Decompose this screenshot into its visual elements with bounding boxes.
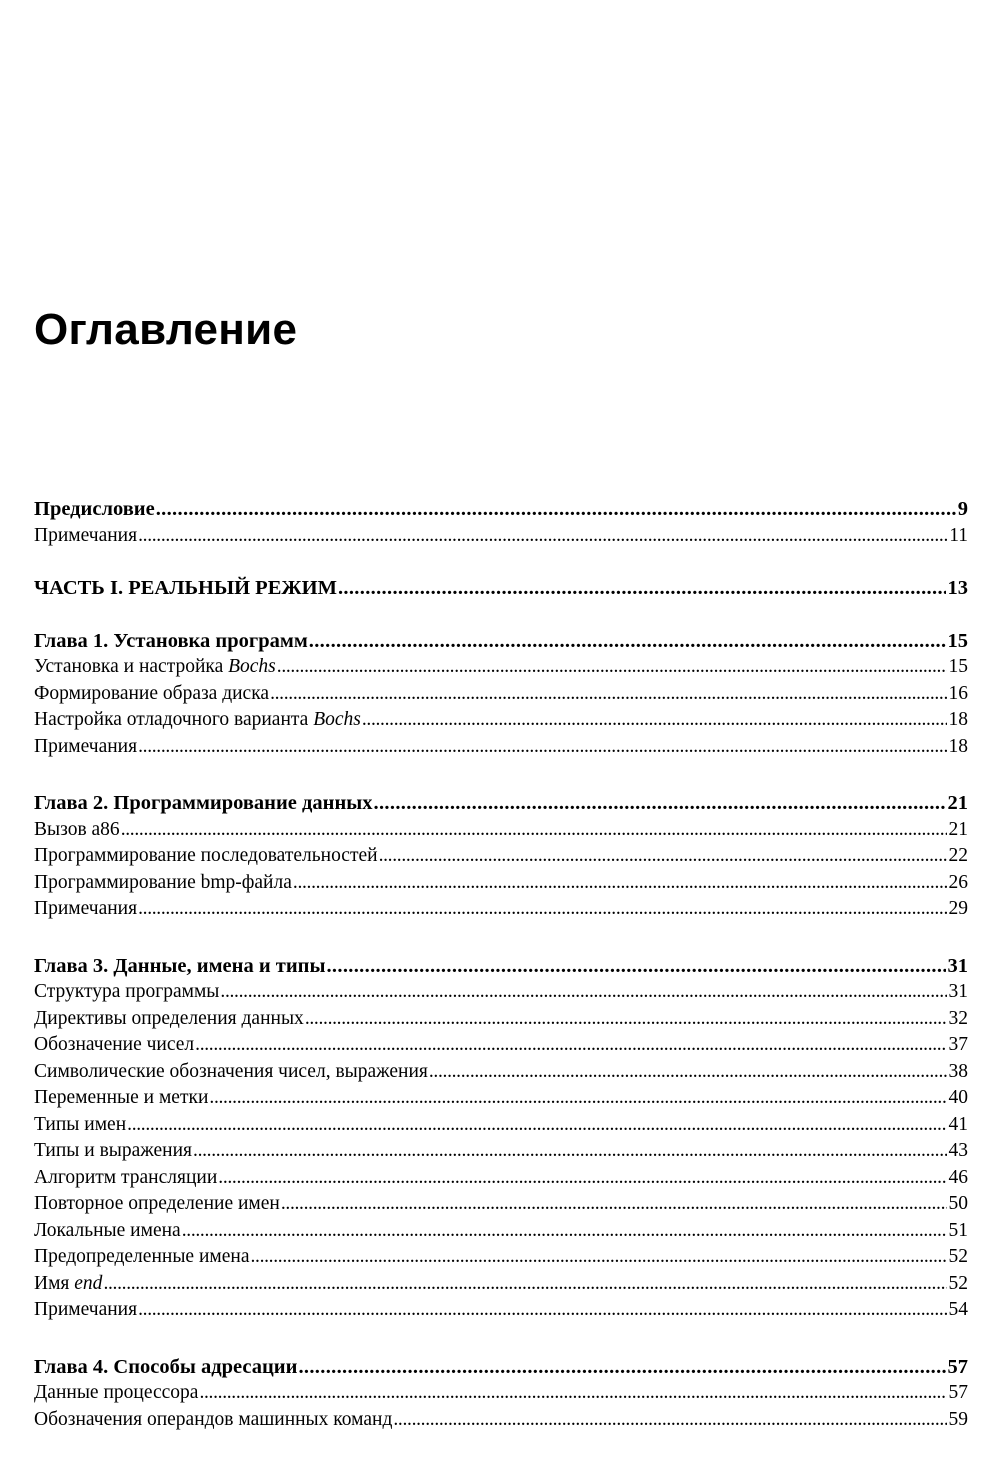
toc-item[interactable] [34,1407,968,1434]
toc-page-number: 18 [948,709,968,730]
toc-item-label [34,707,361,734]
table-of-contents [34,496,968,1433]
dot-leader [208,1085,946,1112]
toc-page-number: 21 [948,818,968,840]
dot-leader [137,1297,946,1324]
toc-heading-chapter-3[interactable] [34,953,968,980]
toc-item[interactable] [34,734,968,761]
dot-leader [276,654,947,681]
toc-page-number: 18 [948,735,968,757]
toc-page-number: 57 [947,1355,968,1378]
dot-leader [126,1112,946,1139]
toc-heading-chapter-1[interactable] [34,628,968,655]
toc-page-number: 46 [948,1166,968,1188]
toc-item-label: Примечания [34,735,138,757]
toc-item[interactable] [34,523,968,550]
toc-item-emphasis: Bochs [228,656,276,677]
toc-page-number: 52 [948,1272,968,1294]
dot-leader [198,1380,946,1407]
toc-item-label: Структура программы [34,981,220,1002]
toc-heading-label: Глава 1. Установка программ [34,629,308,652]
toc-page-number: 57 [948,1382,968,1403]
toc-page-number: 54 [948,1299,968,1320]
page-title: Оглавление [34,305,298,354]
dot-leader [373,790,946,817]
dot-leader [137,523,947,550]
toc-item[interactable] [34,870,968,897]
dot-leader [304,1006,947,1033]
toc-item[interactable] [34,681,968,708]
toc-item-label: Формирование образа диска [34,682,270,704]
section-spacer [34,1324,968,1354]
dot-leader [292,870,947,897]
toc-item[interactable] [34,1191,968,1218]
toc-page-number: 41 [948,1113,968,1135]
toc-item-label: Алгоритм трансляции [34,1166,218,1188]
toc-item-label: Примечания [34,524,138,546]
toc-page-number: 31 [947,954,968,977]
toc-page-number: 40 [948,1087,968,1108]
toc-item[interactable] [34,843,968,870]
toc-heading-label: Предисловие [34,498,155,520]
toc-page-number: 31 [948,981,968,1002]
toc-item[interactable] [34,1112,968,1139]
toc-item-emphasis: Bochs [313,709,361,730]
toc-page-number: 22 [948,845,968,866]
toc-page-number: 37 [948,1034,968,1055]
toc-heading-chapter-4[interactable] [34,1354,968,1381]
toc-item-label: Локальные имена [34,1219,181,1241]
toc-page-number: 16 [948,682,968,704]
toc-item[interactable] [34,979,968,1006]
toc-page-number: 15 [947,629,968,652]
toc-item[interactable] [34,707,968,734]
toc-page-number: 15 [948,656,968,677]
dot-leader [194,1032,946,1059]
toc-item-text: Установка и настройка [34,656,229,677]
dot-leader [192,1138,946,1165]
toc-page-number: 52 [948,1246,968,1267]
toc-page-number: 59 [948,1408,968,1430]
toc-item-label: Обозначения операндов машинных команд [34,1408,393,1430]
dot-leader [137,896,946,923]
dot-leader [249,1244,946,1271]
toc-heading-chapter-2[interactable] [34,790,968,817]
toc-heading-part-1[interactable] [34,575,968,602]
toc-item-label: Примечания [34,1299,138,1320]
dot-leader [325,953,945,980]
toc-item[interactable] [34,1297,968,1324]
toc-item[interactable] [34,1059,968,1086]
toc-item-label: Программирование bmp-файла [34,871,292,893]
section-spacer [34,602,968,628]
dot-leader [181,1218,947,1245]
dot-leader [297,1354,945,1381]
section-spacer [34,923,968,953]
toc-item-label: Переменные и метки [34,1087,209,1108]
toc-item[interactable] [34,1138,968,1165]
dot-leader [217,1165,946,1192]
dot-leader [120,817,947,844]
toc-page-number: 51 [948,1219,968,1241]
toc-page-number: 32 [948,1007,968,1029]
toc-page-number: 13 [947,577,968,599]
toc-item-label: Повторное определение имен [34,1193,280,1214]
toc-heading-label: Глава 4. Способы адресации [34,1355,298,1378]
dot-leader [337,575,946,602]
toc-item[interactable] [34,1085,968,1112]
toc-heading-label: Глава 3. Данные, имена и типы [34,954,326,977]
toc-item-label: Обозначение чисел [34,1034,195,1055]
dot-leader [392,1407,946,1434]
toc-page-number: 43 [948,1140,968,1161]
toc-item-label [34,654,276,681]
toc-item[interactable] [34,654,968,681]
toc-item-label: Предопределенные имена [34,1246,250,1267]
dot-leader [428,1059,947,1086]
toc-item[interactable] [34,817,968,844]
toc-item-label: Типы и выражения [34,1140,193,1161]
toc-page-number: 29 [948,898,968,919]
section-spacer [34,760,968,790]
dot-leader [219,979,946,1006]
toc-item[interactable] [34,1165,968,1192]
toc-item[interactable] [34,1006,968,1033]
toc-heading-label: ЧАСТЬ I. РЕАЛЬНЫЙ РЕЖИМ [34,577,337,599]
toc-heading-label: Глава 2. Программирование данных [34,792,373,814]
toc-page-number: 26 [948,871,968,893]
dot-leader [155,496,956,523]
toc-item-label: Программирование последовательностей [34,845,378,866]
toc-item-label: Данные процессора [34,1382,199,1403]
toc-item-emphasis: end [74,1272,103,1294]
toc-item[interactable] [34,1218,968,1245]
toc-heading-preface[interactable] [34,496,968,523]
dot-leader [137,734,946,761]
section-spacer [34,549,968,575]
toc-item-label: Директивы определения данных [34,1007,304,1029]
toc-item[interactable] [34,1271,968,1298]
dot-leader [378,843,947,870]
toc-page-number: 38 [948,1060,968,1082]
toc-item-label: Типы имен [34,1113,127,1135]
toc-page-number: 11 [949,524,968,546]
toc-item[interactable] [34,1032,968,1059]
toc-page-number: 50 [948,1193,968,1214]
dot-leader [308,628,946,655]
toc-item-label: Вызов a86 [34,818,120,840]
toc-item-text: Имя [34,1272,75,1294]
toc-item-label [34,1271,102,1298]
dot-leader [280,1191,947,1218]
dot-leader [269,681,946,708]
toc-item-label: Символические обозначения чисел, выражения [34,1060,428,1082]
toc-item-label: Примечания [34,898,138,919]
toc-item[interactable] [34,1244,968,1271]
dot-leader [361,707,947,734]
toc-item[interactable] [34,1380,968,1407]
toc-item-text: Настройка отладочного варианта [34,709,314,730]
toc-page-number: 9 [957,498,968,520]
toc-page-number: 21 [947,792,968,814]
toc-item[interactable] [34,896,968,923]
dot-leader [102,1271,946,1298]
